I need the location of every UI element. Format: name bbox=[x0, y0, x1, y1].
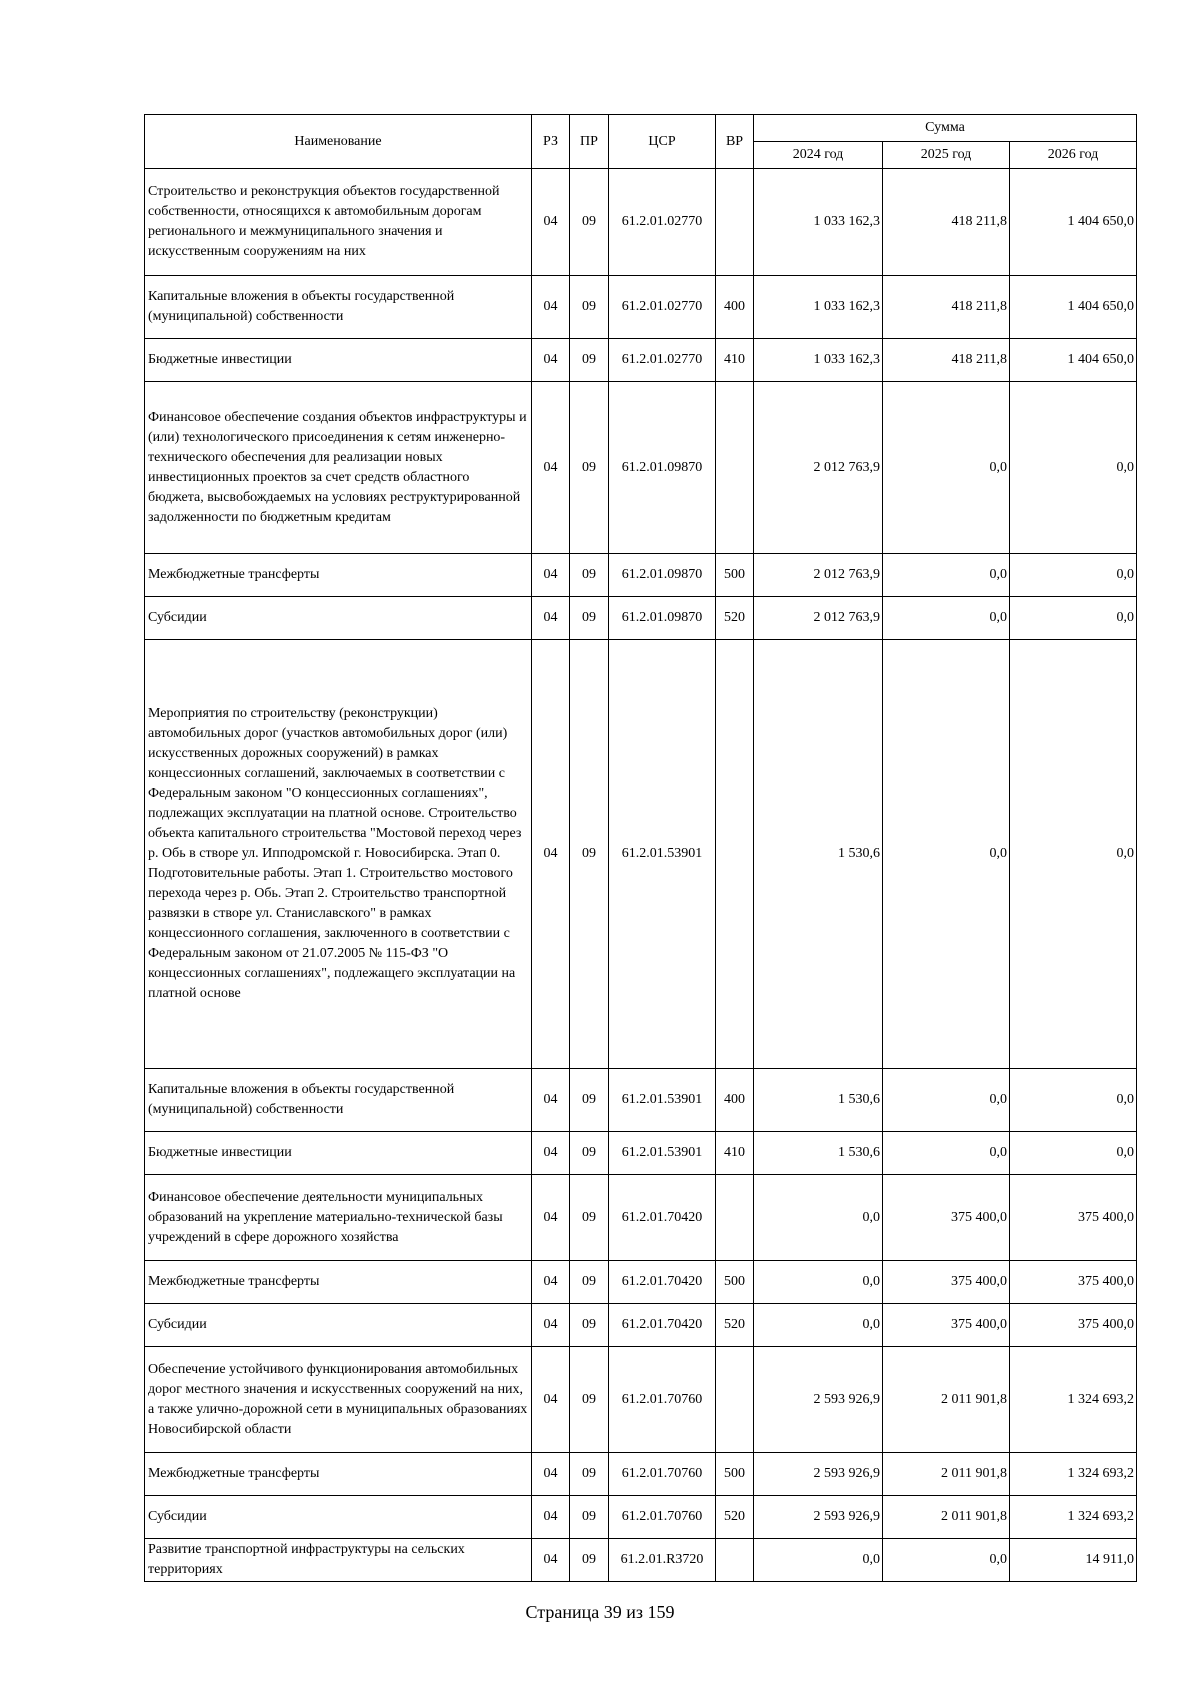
table-row bbox=[145, 339, 1137, 382]
cell-2025: 0,0 bbox=[883, 1539, 1010, 1582]
cell-pr: 09 bbox=[570, 1539, 609, 1582]
table-row bbox=[145, 597, 1137, 640]
cell-name: Капитальные вложения в объекты государственной (муниципальной) собственности bbox=[145, 276, 532, 339]
cell-2024: 2 012 763,9 bbox=[754, 382, 883, 554]
cell-2025: 0,0 bbox=[883, 1132, 1010, 1175]
cell-rz: 04 bbox=[532, 276, 570, 339]
cell-name: Обеспечение устойчивого функционирования автомобильных дорог местного значения и искусственных сооружений на них, а также улично-дорожной сети в муниципальных образованиях Новосибирской области bbox=[145, 1347, 532, 1453]
cell-2025: 2 011 901,8 bbox=[883, 1453, 1010, 1496]
cell-name: Межбюджетные трансферты bbox=[145, 1261, 532, 1304]
cell-2025: 375 400,0 bbox=[883, 1261, 1010, 1304]
cell-rz: 04 bbox=[532, 1132, 570, 1175]
cell-csr: 61.2.01.70420 bbox=[609, 1261, 716, 1304]
table-row bbox=[145, 1261, 1137, 1304]
cell-name: Межбюджетные трансферты bbox=[145, 554, 532, 597]
cell-rz: 04 bbox=[532, 1496, 570, 1539]
cell-2024: 2 593 926,9 bbox=[754, 1347, 883, 1453]
cell-2024: 0,0 bbox=[754, 1304, 883, 1347]
cell-name: Субсидии bbox=[145, 597, 532, 640]
cell-pr: 09 bbox=[570, 339, 609, 382]
cell-pr: 09 bbox=[570, 1453, 609, 1496]
cell-csr: 61.2.01.53901 bbox=[609, 640, 716, 1069]
table-body bbox=[145, 169, 1137, 1582]
cell-vr: 520 bbox=[716, 597, 754, 640]
cell-vr: 400 bbox=[716, 276, 754, 339]
cell-rz: 04 bbox=[532, 169, 570, 276]
cell-rz: 04 bbox=[532, 1069, 570, 1132]
cell-vr bbox=[716, 1347, 754, 1453]
cell-csr: 61.2.01.53901 bbox=[609, 1132, 716, 1175]
cell-csr: 61.2.01.70760 bbox=[609, 1453, 716, 1496]
header-rz: РЗ bbox=[532, 115, 570, 169]
cell-2024: 1 033 162,3 bbox=[754, 339, 883, 382]
cell-2024: 1 033 162,3 bbox=[754, 169, 883, 276]
cell-2025: 418 211,8 bbox=[883, 339, 1010, 382]
cell-2024: 0,0 bbox=[754, 1261, 883, 1304]
cell-csr: 61.2.01.70760 bbox=[609, 1496, 716, 1539]
header-sum: Сумма bbox=[754, 115, 1137, 142]
cell-2026: 1 404 650,0 bbox=[1010, 339, 1137, 382]
table-row bbox=[145, 382, 1137, 554]
cell-rz: 04 bbox=[532, 339, 570, 382]
cell-csr: 61.2.01.02770 bbox=[609, 169, 716, 276]
cell-vr bbox=[716, 169, 754, 276]
cell-2025: 418 211,8 bbox=[883, 276, 1010, 339]
cell-pr: 09 bbox=[570, 1496, 609, 1539]
cell-name: Финансовое обеспечение создания объектов инфраструктуры и (или) технологического присоединения к сетям инженерно-технического обеспечения для реализации новых инвестиционных проектов за счет средств областного бюджета, высвобождаемых на условиях реструктурированной задолженности по бюджетным кредитам bbox=[145, 382, 532, 554]
cell-pr: 09 bbox=[570, 276, 609, 339]
cell-name: Межбюджетные трансферты bbox=[145, 1453, 532, 1496]
cell-2024: 0,0 bbox=[754, 1175, 883, 1261]
cell-name: Строительство и реконструкция объектов государственной собственности, относящихся к автомобильным дорогам регионального и межмуниципального значения и искусственным сооружениям на них bbox=[145, 169, 532, 276]
header-csr: ЦСР bbox=[609, 115, 716, 169]
cell-2026: 0,0 bbox=[1010, 1069, 1137, 1132]
cell-pr: 09 bbox=[570, 1261, 609, 1304]
cell-2025: 0,0 bbox=[883, 554, 1010, 597]
table-row bbox=[145, 1496, 1137, 1539]
cell-vr: 500 bbox=[716, 1261, 754, 1304]
cell-2026: 1 404 650,0 bbox=[1010, 169, 1137, 276]
cell-name: Мероприятия по строительству (реконструкции) автомобильных дорог (участков автомобильных дорог (или) искусственных дорожных сооружений) в рамках концессионных соглашений, заключаемых в соответствии с Федеральным законом "О концессионных соглашениях", подлежащих эксплуатации на платной основе. Строительство объекта капитального строительства "Мостовой переход через р. Обь в створе ул. Ипподромской г. Новосибирска. Этап 0. Подготовительные работы. Этап 1. Строительство мостового перехода через р. Обь. Этап 2. Строительство транспортной развязки в створе ул. Станиславского" в рамках концессионного соглашения, заключенного в соответствии с Федеральным законом от 21.07.2005 № 115-ФЗ "О концессионных соглашениях", подлежащего эксплуатации на платной основе bbox=[145, 640, 532, 1069]
cell-pr: 09 bbox=[570, 640, 609, 1069]
cell-2026: 0,0 bbox=[1010, 640, 1137, 1069]
cell-rz: 04 bbox=[532, 554, 570, 597]
cell-name: Субсидии bbox=[145, 1304, 532, 1347]
cell-pr: 09 bbox=[570, 169, 609, 276]
cell-2025: 375 400,0 bbox=[883, 1304, 1010, 1347]
cell-2024: 1 530,6 bbox=[754, 1132, 883, 1175]
cell-vr bbox=[716, 640, 754, 1069]
table-row bbox=[145, 1539, 1137, 1582]
header-year-2025: 2025 год bbox=[883, 142, 1010, 169]
cell-csr: 61.2.01.70760 bbox=[609, 1347, 716, 1453]
table-row bbox=[145, 276, 1137, 339]
cell-2025: 0,0 bbox=[883, 640, 1010, 1069]
cell-csr: 61.2.01.09870 bbox=[609, 382, 716, 554]
cell-rz: 04 bbox=[532, 597, 570, 640]
page-number: Страница 39 из 159 bbox=[525, 1602, 675, 1622]
cell-vr bbox=[716, 1175, 754, 1261]
cell-csr: 61.2.01.09870 bbox=[609, 597, 716, 640]
cell-2024: 1 530,6 bbox=[754, 1069, 883, 1132]
cell-csr: 61.2.01.53901 bbox=[609, 1069, 716, 1132]
cell-rz: 04 bbox=[532, 382, 570, 554]
cell-csr: 61.2.01.02770 bbox=[609, 276, 716, 339]
cell-rz: 04 bbox=[532, 640, 570, 1069]
cell-2026: 375 400,0 bbox=[1010, 1304, 1137, 1347]
header-pr: ПР bbox=[570, 115, 609, 169]
budget-table bbox=[144, 114, 1137, 1582]
cell-pr: 09 bbox=[570, 1132, 609, 1175]
cell-vr: 400 bbox=[716, 1069, 754, 1132]
cell-vr: 500 bbox=[716, 1453, 754, 1496]
cell-vr: 500 bbox=[716, 554, 754, 597]
cell-2024: 2 012 763,9 bbox=[754, 597, 883, 640]
cell-name: Бюджетные инвестиции bbox=[145, 339, 532, 382]
table-row bbox=[145, 1347, 1137, 1453]
cell-2026: 1 324 693,2 bbox=[1010, 1453, 1137, 1496]
cell-name: Финансовое обеспечение деятельности муниципальных образований на укрепление материально-технической базы учреждений в сфере дорожного хозяйства bbox=[145, 1175, 532, 1261]
table-row bbox=[145, 1453, 1137, 1496]
table-row bbox=[145, 554, 1137, 597]
cell-2024: 2 593 926,9 bbox=[754, 1496, 883, 1539]
cell-vr bbox=[716, 1539, 754, 1582]
cell-vr: 520 bbox=[716, 1304, 754, 1347]
cell-2024: 1 033 162,3 bbox=[754, 276, 883, 339]
cell-name: Развитие транспортной инфраструктуры на сельских территориях bbox=[145, 1539, 532, 1582]
cell-2026: 0,0 bbox=[1010, 597, 1137, 640]
cell-name: Капитальные вложения в объекты государственной (муниципальной) собственности bbox=[145, 1069, 532, 1132]
cell-csr: 61.2.01.R3720 bbox=[609, 1539, 716, 1582]
cell-vr: 520 bbox=[716, 1496, 754, 1539]
cell-2025: 0,0 bbox=[883, 597, 1010, 640]
table-row bbox=[145, 1175, 1137, 1261]
cell-pr: 09 bbox=[570, 597, 609, 640]
header-year-2024: 2024 год bbox=[754, 142, 883, 169]
cell-2025: 418 211,8 bbox=[883, 169, 1010, 276]
cell-rz: 04 bbox=[532, 1539, 570, 1582]
table-row bbox=[145, 1069, 1137, 1132]
cell-rz: 04 bbox=[532, 1261, 570, 1304]
cell-2025: 0,0 bbox=[883, 382, 1010, 554]
cell-2025: 0,0 bbox=[883, 1069, 1010, 1132]
table-row bbox=[145, 169, 1137, 276]
cell-pr: 09 bbox=[570, 1304, 609, 1347]
table-row bbox=[145, 1132, 1137, 1175]
cell-vr bbox=[716, 382, 754, 554]
cell-2025: 2 011 901,8 bbox=[883, 1496, 1010, 1539]
cell-pr: 09 bbox=[570, 554, 609, 597]
cell-2026: 0,0 bbox=[1010, 382, 1137, 554]
cell-csr: 61.2.01.70420 bbox=[609, 1175, 716, 1261]
cell-vr: 410 bbox=[716, 339, 754, 382]
cell-csr: 61.2.01.02770 bbox=[609, 339, 716, 382]
cell-2026: 375 400,0 bbox=[1010, 1261, 1137, 1304]
cell-2024: 0,0 bbox=[754, 1539, 883, 1582]
table-row bbox=[145, 640, 1137, 1069]
cell-2024: 1 530,6 bbox=[754, 640, 883, 1069]
cell-pr: 09 bbox=[570, 382, 609, 554]
cell-rz: 04 bbox=[532, 1453, 570, 1496]
cell-2025: 375 400,0 bbox=[883, 1175, 1010, 1261]
cell-pr: 09 bbox=[570, 1069, 609, 1132]
header-name: Наименование bbox=[145, 115, 532, 169]
cell-2024: 2 012 763,9 bbox=[754, 554, 883, 597]
cell-name: Субсидии bbox=[145, 1496, 532, 1539]
header-year-2026: 2026 год bbox=[1010, 142, 1137, 169]
cell-2025: 2 011 901,8 bbox=[883, 1347, 1010, 1453]
cell-rz: 04 bbox=[532, 1175, 570, 1261]
header-vr: ВР bbox=[716, 115, 754, 169]
cell-name: Бюджетные инвестиции bbox=[145, 1132, 532, 1175]
table-row bbox=[145, 1304, 1137, 1347]
cell-2026: 0,0 bbox=[1010, 554, 1137, 597]
cell-csr: 61.2.01.09870 bbox=[609, 554, 716, 597]
cell-2026: 0,0 bbox=[1010, 1132, 1137, 1175]
cell-rz: 04 bbox=[532, 1304, 570, 1347]
cell-csr: 61.2.01.70420 bbox=[609, 1304, 716, 1347]
cell-vr: 410 bbox=[716, 1132, 754, 1175]
cell-2026: 1 404 650,0 bbox=[1010, 276, 1137, 339]
cell-2026: 375 400,0 bbox=[1010, 1175, 1137, 1261]
cell-rz: 04 bbox=[532, 1347, 570, 1453]
cell-2026: 14 911,0 bbox=[1010, 1539, 1137, 1582]
cell-2026: 1 324 693,2 bbox=[1010, 1347, 1137, 1453]
cell-2026: 1 324 693,2 bbox=[1010, 1496, 1137, 1539]
cell-2024: 2 593 926,9 bbox=[754, 1453, 883, 1496]
cell-pr: 09 bbox=[570, 1175, 609, 1261]
cell-pr: 09 bbox=[570, 1347, 609, 1453]
